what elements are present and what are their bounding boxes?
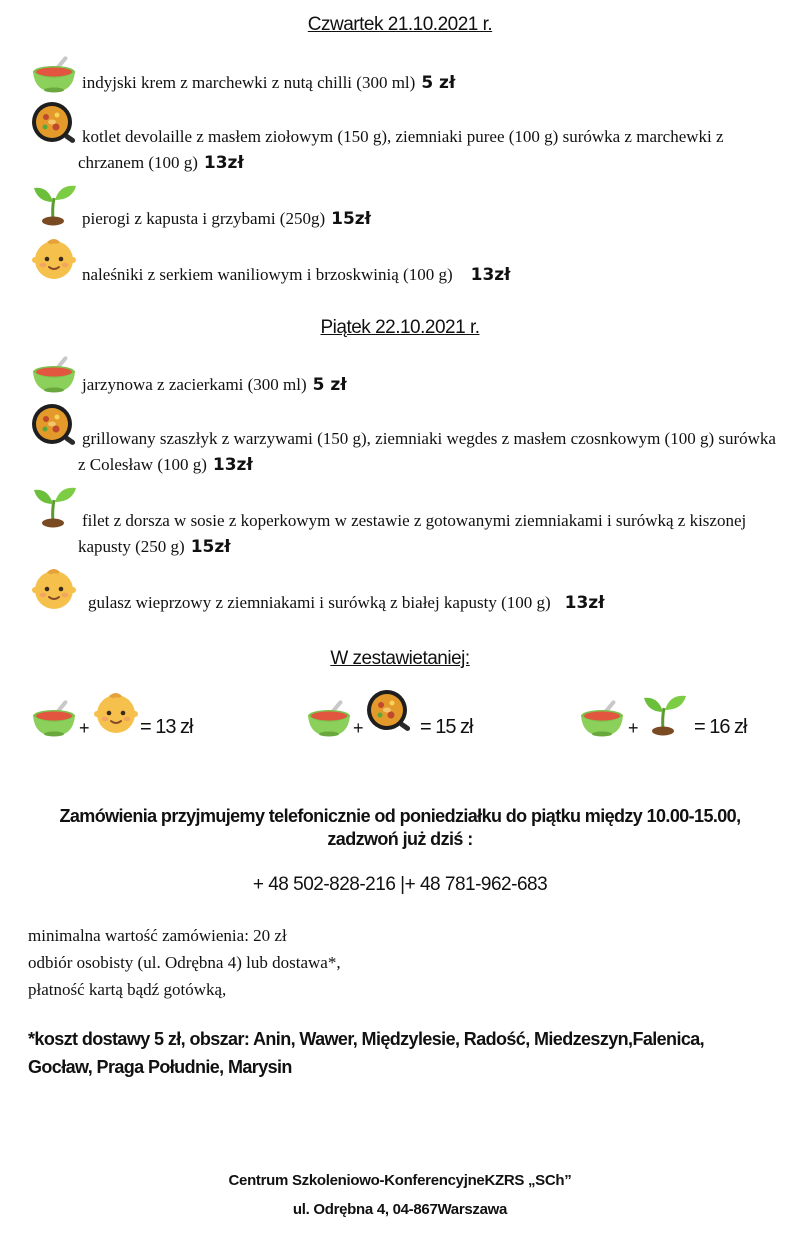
dish-name: jarzynowa z zacierkami (300 ml) <box>82 375 307 394</box>
soup-bowl-icon <box>305 694 353 742</box>
combo-price: = 13 zł <box>140 716 193 738</box>
dish-name: naleśniki z serkiem waniliowym i brzoskwinią (100 g) <box>82 265 453 284</box>
baby-face-icon <box>30 564 78 612</box>
dish-name: pierogi z kapusta i grzybami (250g) <box>82 209 326 228</box>
combos-title: W zestawietaniej: <box>330 648 470 669</box>
order-line: zadzwoń już dziś : <box>327 829 473 849</box>
footer-organization: Centrum Szkoleniowo-KonferencyjneKZRS „SCh” <box>228 1172 572 1189</box>
order-info <box>0 805 800 851</box>
combo-price: = 15 zł <box>420 716 473 738</box>
order-conditions <box>28 922 341 1003</box>
dish-name: filet z dorsza w sosie z koperkowym w zestawie z gotowanymi ziemniakami i surówką z kiszonej kapusty (250 g) <box>78 511 747 556</box>
delivery-line: *koszt dostawy 5 zł, obszar: Anin, Wawer, Międzylesie, Radość, Miedzeszyn,Falenica, <box>28 1029 705 1049</box>
phone-numbers: + 48 502-828-216 |+ 48 781-962-683 <box>252 874 548 895</box>
dish-name: kotlet devolaille z masłem ziołowym (150 g), ziemniaki puree (100 g) surówka z marchewki z chrzanem (100 g) <box>78 127 724 172</box>
paella-pan-icon <box>30 402 78 450</box>
soup-bowl-icon <box>30 50 78 98</box>
combo-soup-pan <box>305 690 505 746</box>
delivery-info <box>28 1025 788 1081</box>
combo-plus: + <box>628 718 639 738</box>
dish-price: 15zł <box>331 209 371 229</box>
soup-bowl-icon <box>578 694 626 742</box>
seedling-icon <box>30 178 78 226</box>
dish-price: 13zł <box>564 593 605 613</box>
baby-face-icon <box>92 688 140 736</box>
dish-name: indyjski krem z marchewki z nutą chilli (300 ml) <box>82 73 416 92</box>
day-title-friday: Piątek 22.10.2021 r. <box>320 317 480 338</box>
pickup-or-delivery: odbiór osobisty (ul. Odrębna 4) lub dostawa*, <box>28 953 341 972</box>
dish-price: 13zł <box>212 455 253 475</box>
payment-methods: płatność kartą bądź gotówką, <box>28 980 227 999</box>
dish-name: gulasz wieprzowy z ziemniakami i surówką z białej kapusty (100 g) <box>88 593 551 612</box>
dish-price: 13zł <box>470 265 511 285</box>
footer-address: ul. Odrębna 4, 04-867Warszawa <box>292 1201 508 1218</box>
seedling-icon <box>30 480 78 528</box>
soup-bowl-icon <box>30 350 78 398</box>
dish-price: 15zł <box>190 537 231 557</box>
dish-name: grillowany szaszłyk z warzywami (150 g), ziemniaki wegdes z masłem czosnkowym (100 g) surówka z Colesław (100 g) <box>78 429 776 474</box>
soup-bowl-icon <box>30 694 78 742</box>
day-title-thursday: Czwartek 21.10.2021 r. <box>307 14 493 35</box>
dish-price: 5 zł <box>312 375 347 395</box>
baby-face-icon <box>30 234 78 282</box>
combo-plus: + <box>353 718 364 738</box>
paella-pan-icon <box>30 100 78 148</box>
min-order-value: minimalna wartość zamówienia: 20 zł <box>28 926 287 945</box>
dish-price: 13zł <box>203 153 244 173</box>
combo-soup-seedling <box>578 690 778 746</box>
dish-price: 5 zł <box>421 73 456 93</box>
order-line: Zamówienia przyjmujemy telefonicznie od poniedziałku do piątku między 10.00-15.00, <box>59 806 741 826</box>
combo-plus: + <box>79 718 90 738</box>
paella-pan-icon <box>365 688 413 736</box>
combo-price: = 16 zł <box>694 716 747 738</box>
seedling-icon <box>640 688 688 736</box>
delivery-line: Gocław, Praga Południe, Marysin <box>28 1057 292 1077</box>
combo-soup-baby <box>30 690 230 746</box>
